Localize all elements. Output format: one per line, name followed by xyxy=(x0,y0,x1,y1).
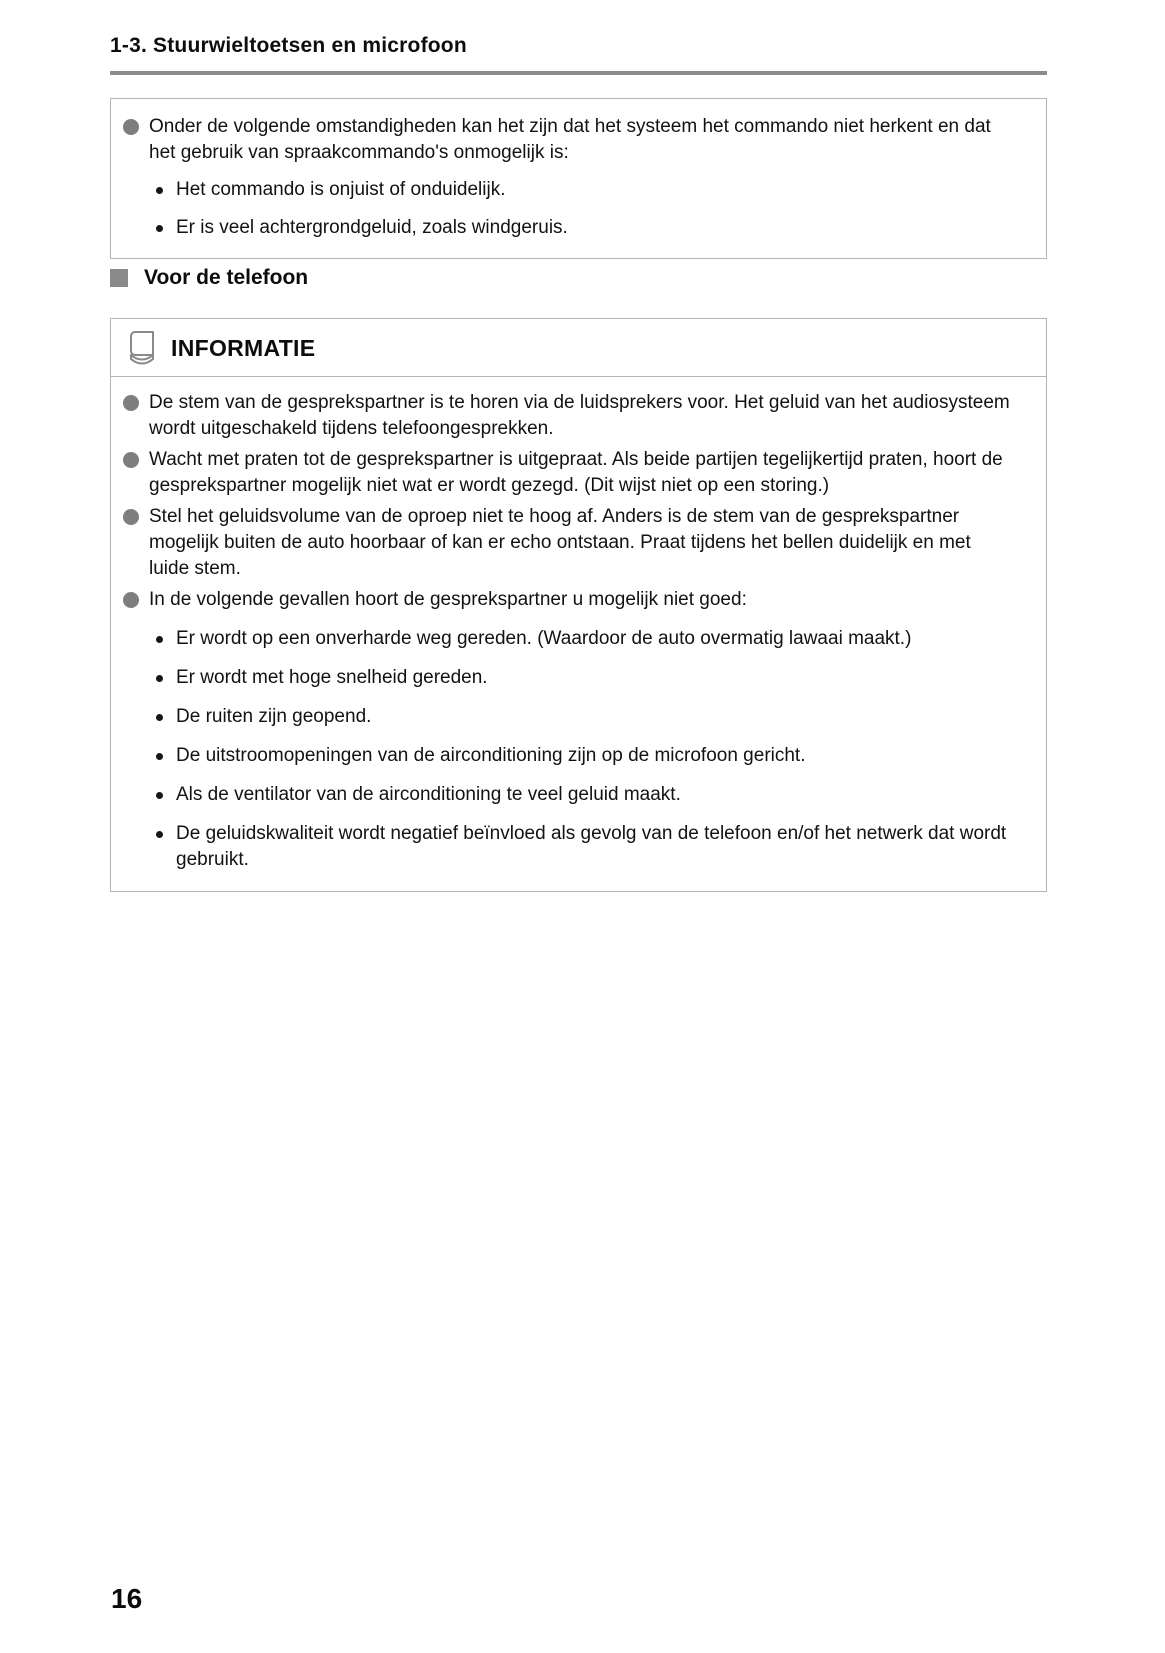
sub-bullet-icon xyxy=(156,636,163,643)
list-item-text: De stem van de gesprekspartner is te horen via de luidsprekers voor. Het geluid van het audiosysteem wordt uitgeschakeld tijdens telefoongesprekken. xyxy=(149,392,1010,439)
list-item xyxy=(123,587,1010,613)
section-heading xyxy=(110,266,1047,290)
header-rule xyxy=(110,71,1047,75)
bullet-icon xyxy=(123,395,139,411)
sub-list-item xyxy=(156,665,1010,691)
list-item xyxy=(123,390,1010,442)
list-item xyxy=(123,114,1010,166)
sub-list xyxy=(156,177,1010,241)
list-item xyxy=(123,504,1010,582)
sub-bullet-icon xyxy=(156,714,163,721)
sub-list xyxy=(156,626,1010,873)
sub-list-item-text: Er is veel achtergrondgeluid, zoals windgeruis. xyxy=(176,217,568,238)
sub-bullet-icon xyxy=(156,753,163,760)
bullet-icon xyxy=(123,452,139,468)
page-title: 1-3. Stuurwieltoetsen en microfoon xyxy=(110,34,467,57)
sub-list-item xyxy=(156,743,1010,769)
bullet-icon xyxy=(123,509,139,525)
square-bullet-icon xyxy=(110,269,128,287)
list-item-text: In de volgende gevallen hoort de gesprekspartner u mogelijk niet goed: xyxy=(149,589,747,610)
sub-list-item xyxy=(156,177,1010,203)
bullet-icon xyxy=(123,592,139,608)
section-title: Voor de telefoon xyxy=(144,266,309,289)
info-box-header xyxy=(111,319,1046,377)
sub-list-item-text: Het commando is onjuist of onduidelijk. xyxy=(176,179,506,200)
sub-list-item xyxy=(156,782,1010,808)
sub-list-item-text: Er wordt op een onverharde weg gereden. (Waardoor de auto overmatig lawaai maakt.) xyxy=(176,628,912,649)
list-item xyxy=(123,447,1010,499)
info-box xyxy=(110,318,1047,892)
sub-list-item-text: De uitstroomopeningen van de airconditioning zijn op de microfoon gericht. xyxy=(176,745,806,766)
sub-list-item-text: De ruiten zijn geopend. xyxy=(176,706,372,727)
page-header xyxy=(110,34,1047,75)
sub-list-item-text: Als de ventilator van de airconditioning te veel geluid maakt. xyxy=(176,784,681,805)
sub-bullet-icon xyxy=(156,792,163,799)
sub-bullet-icon xyxy=(156,225,163,232)
sub-bullet-icon xyxy=(156,675,163,682)
sub-list-item xyxy=(156,215,1010,241)
book-icon xyxy=(127,329,157,367)
info-box-content xyxy=(111,377,1046,891)
sub-list-item-text: De geluidskwaliteit wordt negatief beïnvloed als gevolg van de telefoon en/of het netwerk dat wordt gebruikt. xyxy=(176,823,1007,870)
info-box-title: INFORMATIE xyxy=(171,334,316,361)
sub-list-item xyxy=(156,626,1010,652)
sub-list-item xyxy=(156,821,1010,873)
bullet-icon xyxy=(123,119,139,135)
sub-list-item xyxy=(156,704,1010,730)
list-item-text: Onder de volgende omstandigheden kan het zijn dat het systeem het commando niet herkent en dat het gebruik van spraakcommando's onmogelijk is: xyxy=(149,116,991,163)
sub-list-item-text: Er wordt met hoge snelheid gereden. xyxy=(176,667,488,688)
list-item-text: Wacht met praten tot de gesprekspartner is uitgepraat. Als beide partijen tegelijkertijd praten, hoort de gesprekspartner mogelijk niet wat er wordt gezegd. (Dit wijst niet op een storing.) xyxy=(149,449,1003,496)
page-number: 16 xyxy=(111,1583,143,1614)
sub-bullet-icon xyxy=(156,187,163,194)
note-box xyxy=(110,98,1047,259)
list-item-text: Stel het geluidsvolume van de oproep niet te hoog af. Anders is de stem van de gesprekspartner mogelijk buiten de auto hoorbaar of kan er echo ontstaan. Praat tijdens het bellen duidelijk en met luide stem. xyxy=(149,506,971,579)
sub-bullet-icon xyxy=(156,831,163,838)
